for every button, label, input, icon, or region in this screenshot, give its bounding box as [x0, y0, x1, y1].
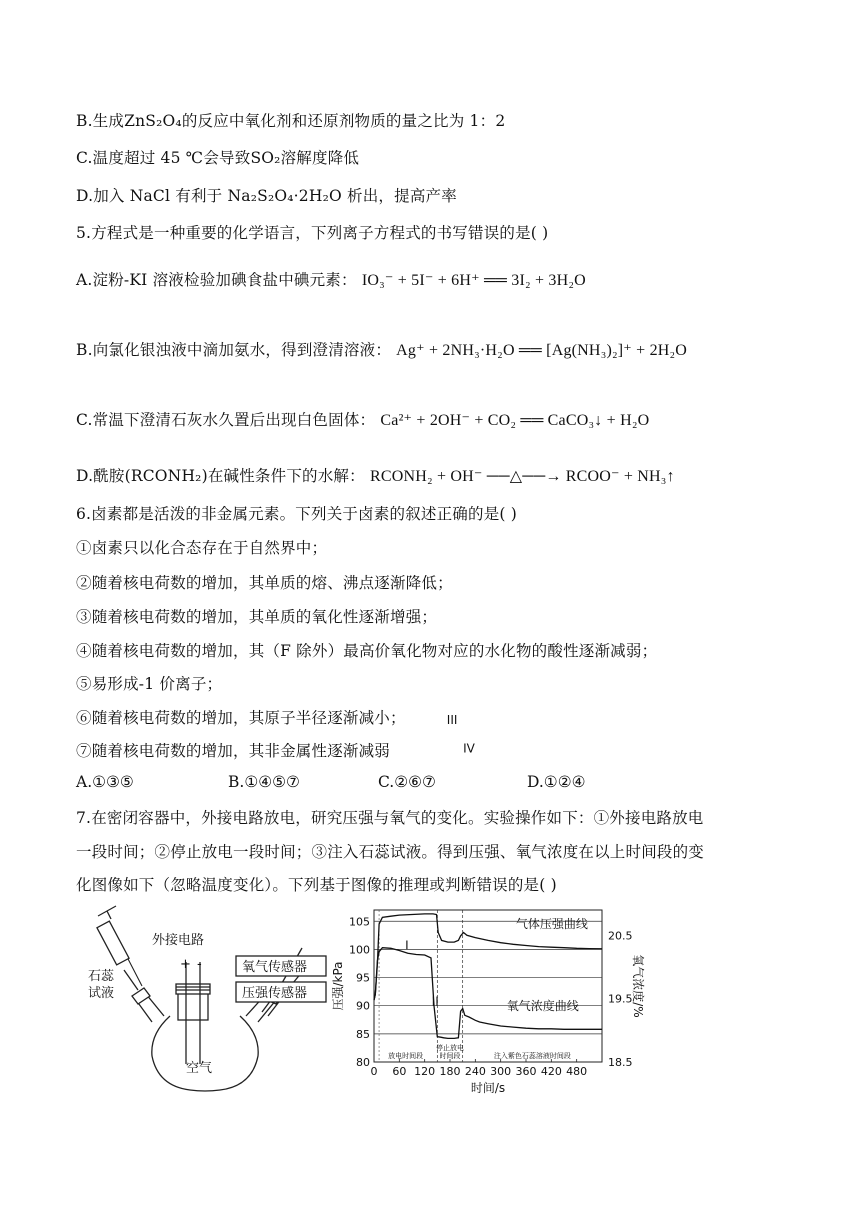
- x-axis-label: 时间/s: [470, 1081, 506, 1095]
- q6-stem: 6.卤素都是活泼的非金属元素。下列关于卤素的叙述正确的是( ): [76, 505, 518, 523]
- flask-center-neck: [178, 992, 208, 1020]
- y-tick-label: 95: [356, 971, 370, 985]
- x-tick-label: 180: [439, 1065, 461, 1078]
- pressure-curve-label: 气体压强曲线: [515, 917, 588, 931]
- y-right-tick-label: 20.5: [608, 929, 633, 943]
- y-tick-label: 90: [356, 999, 370, 1013]
- q5-option-c-text: C.常温下澄清石灰水久置后出现白色固体：: [76, 411, 376, 429]
- q5-option-d: [76, 464, 675, 486]
- q6-item-4: ④随着核电荷数的增加，其（F 除外）最高价氧化物对应的水化物的酸性逐渐减弱；: [76, 642, 658, 660]
- q5-stem: 5.方程式是一种重要的化学语言，下列离子方程式的书写错误的是( ): [76, 224, 549, 242]
- q7-stem-line-1: 7.在密闭容器中，外接电路放电，研究压强与氧气的变化。实验操作如下：①外接电路放电: [76, 809, 704, 827]
- q4-option-c: C.温度超过 45 ℃会导致SO₂溶解度降低: [76, 149, 360, 167]
- y-right-tick-label: 19.5: [608, 992, 633, 1006]
- y-axis-label: 压强/kPa: [331, 961, 345, 1011]
- region-label-stop-1: 停止放电: [436, 1044, 464, 1052]
- x-tick-label: 0: [370, 1065, 378, 1078]
- q5-option-c-equation: Ca²⁺ + 2OH⁻ + CO₂ ══ CaCO₃↓ + H₂O: [380, 412, 650, 429]
- q5-option-b-equation: Ag⁺ + 2NH₃·H₂O ══ [Ag(NH₃)₂]⁺ + 2H₂O: [396, 342, 688, 359]
- stopper-center: [176, 984, 210, 994]
- y-right-tick-label: 18.5: [608, 1056, 633, 1069]
- y-tick-label: 80: [356, 1056, 370, 1069]
- x-tick-label: 420: [540, 1065, 562, 1078]
- flask-body: [152, 1016, 258, 1091]
- q5-option-a-text: A.淀粉-KI 溶液检验加碘食盐中碘元素：: [76, 271, 357, 289]
- q5-option-d-equation: RCONH₂ + OH⁻ ──△──→ RCOO⁻ + NH₃↑: [369, 468, 675, 485]
- x-tick-label: 120: [414, 1065, 436, 1078]
- x-tick-label: 360: [515, 1065, 537, 1078]
- q4-option-d: D.加入 NaCl 有利于 Na₂S₂O₄·2H₂O 析出，提高产率: [76, 187, 457, 205]
- electrode-plus-label: +: [180, 957, 191, 972]
- y-right-axis-label: 氧气浓度/%: [631, 954, 645, 1018]
- q6-item-2: ②随着核电荷数的增加，其单质的熔、沸点逐渐降低；: [76, 574, 453, 592]
- stopper-left: [132, 988, 150, 1004]
- y-tick-label: 100: [349, 943, 370, 957]
- region-label-litmus: 注入紫色石蕊溶液时间段: [493, 1052, 571, 1060]
- q6-item-1: ①卤素只以化合态存在于自然界中；: [76, 539, 328, 557]
- circuit-label: 外接电路: [152, 933, 205, 948]
- q5-option-b-text: B.向氯化银浊液中滴加氨水，得到澄清溶液：: [76, 341, 392, 359]
- q7-stem-line-3: 化图像如下（忽略温度变化）。下列基于图像的推理或判断错误的是( ): [76, 876, 557, 894]
- q4-option-b: B.生成ZnS₂O₄的反应中氧化剂和还原剂物质的量之比为 1：2: [76, 112, 506, 130]
- oxygen-curve: [374, 948, 602, 1039]
- pressure-sensor-label: 压强传感器: [242, 986, 308, 1001]
- region-label-stop-2: 时间段: [439, 1052, 461, 1060]
- q5-option-b: [76, 338, 687, 360]
- y-tick-label: 85: [356, 1027, 370, 1041]
- segment-label-i: I: [405, 938, 409, 953]
- electrode-minus-label: -: [197, 957, 202, 972]
- q5-option-c: [76, 408, 649, 430]
- x-tick-label: 300: [490, 1065, 512, 1078]
- segment-label-ii: II: [431, 994, 439, 1009]
- q6-item-7: ⑦随着核电荷数的增加，其非金属性逐渐减弱: [76, 742, 391, 760]
- litmus-label-1: 石蕊: [88, 969, 115, 984]
- q7-stem-line-2: 一段时间；②停止放电一段时间；③注入石蕊试液。得到压强、氧气浓度在以上时间段的变: [76, 843, 705, 861]
- q5-option-a: [76, 268, 586, 290]
- q6-item-3: ③随着核电荷数的增加，其单质的氧化性逐渐增强；: [76, 608, 438, 626]
- x-tick-label: 60: [392, 1065, 407, 1078]
- region-label-discharge: 放电时间段: [388, 1052, 424, 1060]
- q5-option-a-equation: IO₃⁻ + 5I⁻ + 6H⁺ ══ 3I₂ + 3H₂O: [361, 272, 586, 289]
- q6-option-a: A.①③⑤: [76, 773, 134, 791]
- x-tick-label: 480: [566, 1065, 588, 1078]
- oxygen-curve-label: 氧气浓度曲线: [506, 999, 579, 1013]
- y-tick-label: 105: [349, 915, 370, 929]
- plot-frame: [374, 910, 602, 1062]
- q6-option-b: B.①④⑤⑦: [228, 773, 300, 791]
- q5-option-d-text: D.酰胺(RCONH₂)在碱性条件下的水解：: [76, 467, 365, 485]
- litmus-label-2: 试液: [88, 986, 115, 1001]
- q6-option-d: D.①②④: [527, 773, 586, 791]
- segment-label-iv: IV: [463, 741, 475, 756]
- o2-sensor-label: 氧气传感器: [242, 960, 308, 975]
- segment-label-iii: III: [446, 713, 458, 728]
- q6-option-c: C.②⑥⑦: [378, 773, 436, 791]
- q6-item-6: ⑥随着核电荷数的增加，其原子半径逐渐减小；: [76, 709, 406, 727]
- q6-item-5: ⑤易形成-1 价离子；: [76, 675, 223, 693]
- apparatus-diagram: [80, 904, 340, 1104]
- air-label: 空气: [186, 1061, 213, 1076]
- x-tick-label: 240: [464, 1065, 486, 1078]
